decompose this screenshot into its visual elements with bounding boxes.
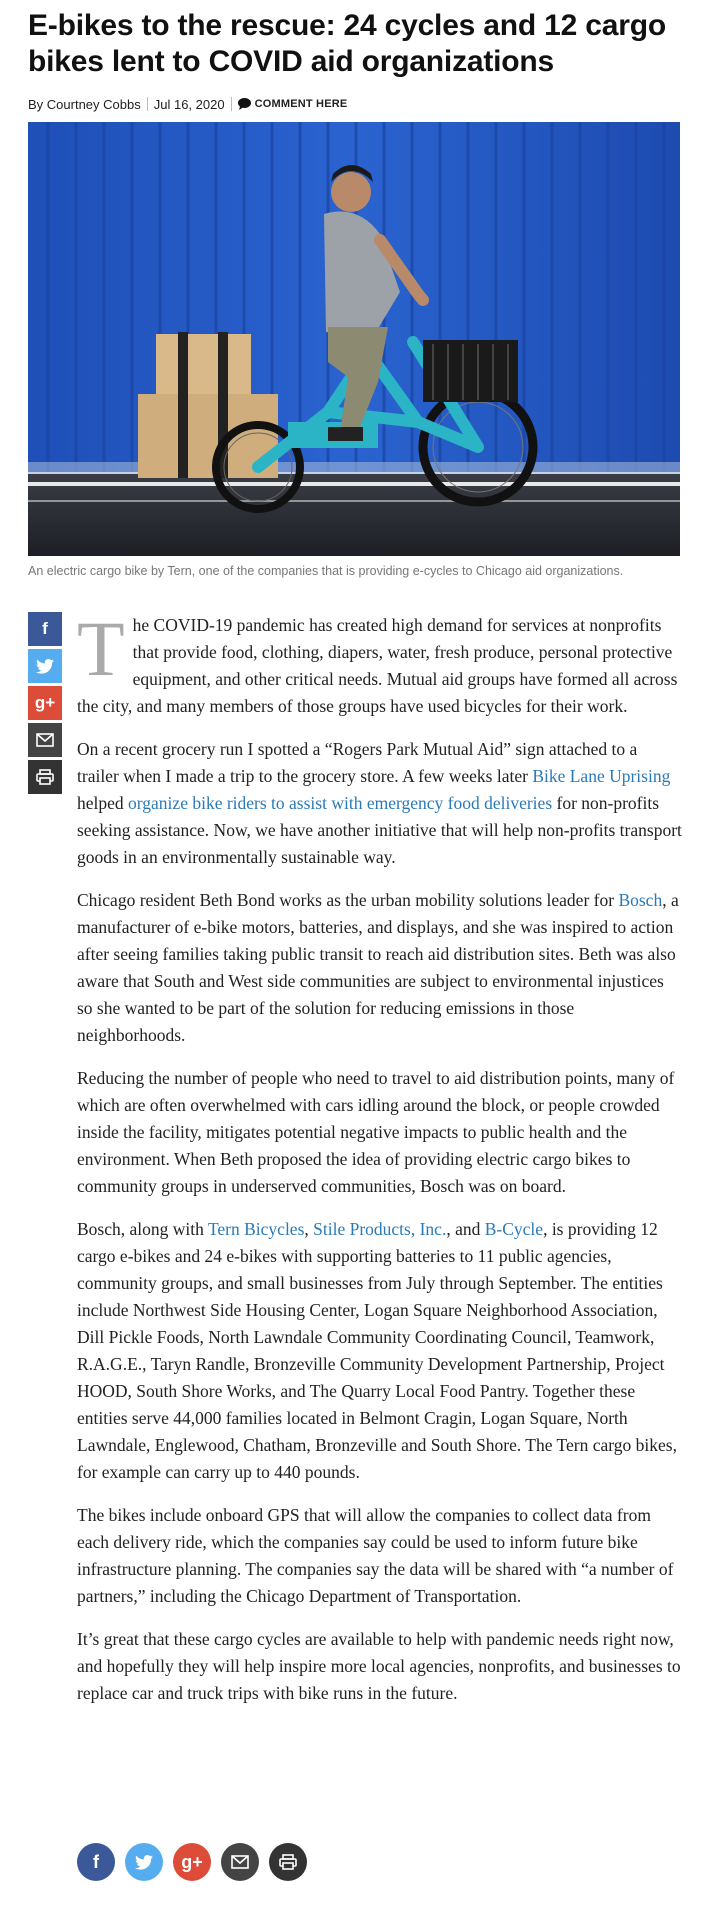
paragraph-7: It’s great that these cargo cycles are available to help with pandemic needs right now, and hopefully they will help inspire more local agencies, nonprofits, and businesses to replace car and truck trips with bike runs in the future. bbox=[77, 1629, 681, 1703]
twitter-icon bbox=[36, 659, 54, 674]
print-icon bbox=[36, 769, 54, 785]
image-caption: An electric cargo bike by Tern, one of the companies that is providing e-cycles to Chicago aid organizations. bbox=[28, 564, 624, 578]
publish-date: Jul 16, 2020 bbox=[153, 96, 225, 112]
divider bbox=[231, 97, 232, 111]
author-name[interactable]: By Courtney Cobbs bbox=[28, 96, 141, 112]
link-organize-bike-riders[interactable]: organize bike riders to assist with emergency food deliveries bbox=[128, 793, 553, 813]
paragraph-4: Reducing the number of people who need to travel to aid distribution points, many of which are often overwhelmed with cars idling around the block, or people crowded inside the facility, mitigates potential negative impacts to public health and the environment. When Beth proposed the idea of providing electric cargo bikes to community groups in underserved communities, Bosch was on board. bbox=[77, 1068, 675, 1196]
paragraph-3: Chicago resident Beth Bond works as the urban mobility solutions leader for Bosch, a manufacturer of e-bike motors, batteries, and displays, and she was inspired to action after seeing families taking public transit to reach aid distribution sites. Beth was also aware that South and West side communities are subject to environmental injustices so she wanted to be part of the solution for reducing emissions in those neighborhoods. bbox=[77, 890, 679, 1045]
footer-share-facebook-button[interactable] bbox=[77, 1843, 115, 1881]
facebook-icon: f bbox=[42, 619, 48, 638]
article-title: E-bikes to the rescue: 24 cycles and 12 cargo bikes lent to COVID aid organizations bbox=[28, 9, 666, 78]
footer-share-googleplus-button[interactable] bbox=[173, 1843, 211, 1881]
email-icon bbox=[231, 1855, 249, 1869]
comment-label: COMMENT HERE bbox=[254, 98, 348, 110]
paragraph-6: The bikes include onboard GPS that will allow the companies to collect data from each delivery ride, which the companies say could be used to inform future bike infrastructure planning. The companies say the data will be shared with “a number of partners,” including the Chicago Department of Transportation. bbox=[77, 1505, 674, 1606]
link-stile-products[interactable]: Stile Products, Inc. bbox=[313, 1219, 447, 1239]
share-twitter-button[interactable] bbox=[28, 649, 62, 683]
share-print-button[interactable] bbox=[28, 760, 62, 794]
google-plus-icon: g+ bbox=[34, 693, 56, 712]
share-email-button[interactable] bbox=[28, 723, 62, 757]
footer-share-print-button[interactable] bbox=[269, 1843, 307, 1881]
share-footer bbox=[77, 1843, 307, 1881]
article-body bbox=[77, 605, 683, 1723]
share-googleplus-button[interactable] bbox=[28, 686, 62, 720]
link-b-cycle[interactable]: B-Cycle bbox=[484, 1219, 544, 1239]
comment-link[interactable] bbox=[238, 98, 348, 110]
footer-share-email-button[interactable] bbox=[221, 1843, 259, 1881]
share-sidebar bbox=[28, 612, 62, 797]
divider bbox=[147, 97, 148, 111]
twitter-icon bbox=[135, 1855, 153, 1870]
facebook-icon: f bbox=[93, 1851, 99, 1872]
hero-image bbox=[28, 122, 680, 556]
cargo-bike-photo bbox=[28, 122, 680, 556]
link-bike-lane-uprising[interactable]: Bike Lane Uprising bbox=[532, 766, 671, 786]
link-tern-bicycles[interactable]: Tern Bicycles bbox=[207, 1219, 305, 1239]
share-facebook-button[interactable] bbox=[28, 612, 62, 646]
link-bosch[interactable]: Bosch bbox=[618, 890, 663, 910]
paragraph-2: On a recent grocery run I spotted a “Rogers Park Mutual Aid” sign attached to a trailer when I made a trip to the grocery store. A few weeks later Bike Lane Uprising helped organize bike riders to assist with emergency food deliveries for non-profits seeking assistance. Now, we have another initiative that will help non-profits transport goods in an environmentally sustainable way. bbox=[77, 739, 682, 867]
print-icon bbox=[279, 1854, 297, 1870]
byline bbox=[28, 94, 680, 114]
footer-share-twitter-button[interactable] bbox=[125, 1843, 163, 1881]
drop-cap: T bbox=[77, 605, 125, 692]
email-icon bbox=[36, 733, 54, 747]
comment-bubble-icon bbox=[238, 98, 251, 110]
google-plus-icon: g+ bbox=[181, 1851, 203, 1872]
paragraph-5: Bosch, along with Tern Bicycles, Stile Products, Inc., and B-Cycle, is providing 12 cargo e-bikes and 24 e-bikes with supporting batteries to 11 public agencies, community groups, and small businesses from July through September. The entities include Northwest Side Housing Center, Logan Square Neighborhood Association, Dill Pickle Foods, North Lawndale Community Coordinating Council, Teamwork, R.A.G.E., Taryn Randle, Bronzeville Community Development Partnership, Project HOOD, South Shore Works, and The Quarry Local Food Pantry. Together these entities serve 44,000 families located in Belmont Cragin, Logan Square, North Lawndale, Englewood, Chatham, Bronzeville and South Shore. The Tern cargo bikes, for example can carry up to 440 pounds. bbox=[77, 1219, 677, 1482]
article-header bbox=[28, 0, 680, 579]
paragraph-1: The COVID-19 pandemic has created high demand for services at nonprofits that provide food, clothing, diapers, water, fresh produce, personal protective equipment, and other critical needs. Mutual aid groups have formed all across the city, and many members of those groups have used bicycles for their work. bbox=[77, 605, 678, 716]
